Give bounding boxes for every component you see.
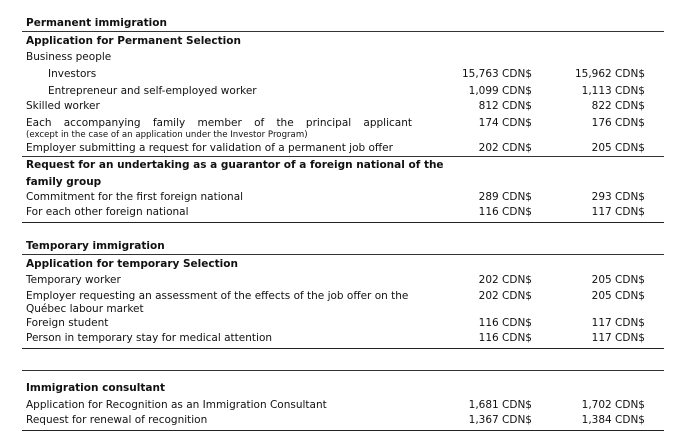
row-value-temporary-worker-2: 205 CDN$ xyxy=(591,274,645,286)
row-value-entrepreneur-2: 1,113 CDN$ xyxy=(581,85,645,97)
row-value-recognition-2: 1,702 CDN$ xyxy=(581,399,645,411)
section-divider xyxy=(22,348,664,349)
row-value-entrepreneur-1: 1,099 CDN$ xyxy=(468,85,532,97)
section-title-permanent: Permanent immigration xyxy=(26,17,167,29)
row-label-employer-assessment-2: Québec labour market xyxy=(26,303,144,315)
row-value-medical-1: 116 CDN$ xyxy=(478,332,532,344)
row-value-employer-assessment-1: 202 CDN$ xyxy=(478,290,532,302)
row-value-employer-assessment-2: 205 CDN$ xyxy=(591,290,645,302)
row-value-first-foreign-1: 289 CDN$ xyxy=(478,191,532,203)
row-label-investors: Investors xyxy=(48,68,97,80)
group-label-business-people: Business people xyxy=(26,51,112,63)
row-value-renewal-1: 1,367 CDN$ xyxy=(468,414,532,426)
subsection-title-temporary-selection: Application for temporary Selection xyxy=(26,258,238,270)
row-value-recognition-1: 1,681 CDN$ xyxy=(468,399,532,411)
row-label-first-foreign: Commitment for the first foreign national xyxy=(26,191,244,203)
row-label-entrepreneur: Entrepreneur and self-employed worker xyxy=(48,85,257,97)
divider xyxy=(22,254,664,255)
section-title-temporary: Temporary immigration xyxy=(26,240,165,252)
divider xyxy=(22,31,664,32)
divider xyxy=(22,156,664,157)
row-value-employer-1: 202 CDN$ xyxy=(478,142,532,154)
row-value-investors-1: 15,763 CDN$ xyxy=(461,68,532,80)
divider xyxy=(22,370,664,371)
row-label-employer-assessment-1: Employer requesting an assessment of the effects of the job offer on the xyxy=(26,290,409,302)
row-value-employer-2: 205 CDN$ xyxy=(591,142,645,154)
row-value-foreign-student-1: 116 CDN$ xyxy=(478,317,532,329)
row-value-family-member-2: 176 CDN$ xyxy=(591,117,645,129)
row-value-other-foreign-2: 117 CDN$ xyxy=(591,206,645,218)
subsection-title-permanent-selection: Application for Permanent Selection xyxy=(26,35,241,47)
row-value-skilled-2: 822 CDN$ xyxy=(591,100,645,112)
row-label-renewal: Request for renewal of recognition xyxy=(26,414,208,426)
section-divider xyxy=(22,430,664,431)
row-value-family-member-1: 174 CDN$ xyxy=(478,117,532,129)
row-value-temporary-worker-1: 202 CDN$ xyxy=(478,274,532,286)
section-divider xyxy=(22,222,664,223)
row-label-temporary-worker: Temporary worker xyxy=(26,274,121,286)
row-label-employer: Employer submitting a request for validation of a permanent job offer xyxy=(26,142,393,154)
row-value-first-foreign-2: 293 CDN$ xyxy=(591,191,645,203)
row-label-medical: Person in temporary stay for medical attention xyxy=(26,332,273,344)
row-value-skilled-1: 812 CDN$ xyxy=(478,100,532,112)
row-label-other-foreign: For each other foreign national xyxy=(26,206,189,218)
row-label-recognition: Application for Recognition as an Immigration Consultant xyxy=(26,399,327,411)
section-title-consultant: Immigration consultant xyxy=(26,382,165,394)
row-value-investors-2: 15,962 CDN$ xyxy=(574,68,645,80)
row-value-foreign-student-2: 117 CDN$ xyxy=(591,317,645,329)
row-value-other-foreign-1: 116 CDN$ xyxy=(478,206,532,218)
row-label-skilled: Skilled worker xyxy=(26,100,100,112)
row-label-family-member: Each accompanying family member of the principal applicant xyxy=(26,117,412,129)
subsection-title-guarantor-1: Request for an undertaking as a guarantor of a foreign national of the xyxy=(26,159,444,171)
row-value-renewal-2: 1,384 CDN$ xyxy=(581,414,645,426)
row-note-family-member: (except in the case of an application under the Investor Program) xyxy=(26,130,308,140)
subsection-title-guarantor-2: family group xyxy=(26,176,102,188)
row-value-medical-2: 117 CDN$ xyxy=(591,332,645,344)
row-label-foreign-student: Foreign student xyxy=(26,317,109,329)
